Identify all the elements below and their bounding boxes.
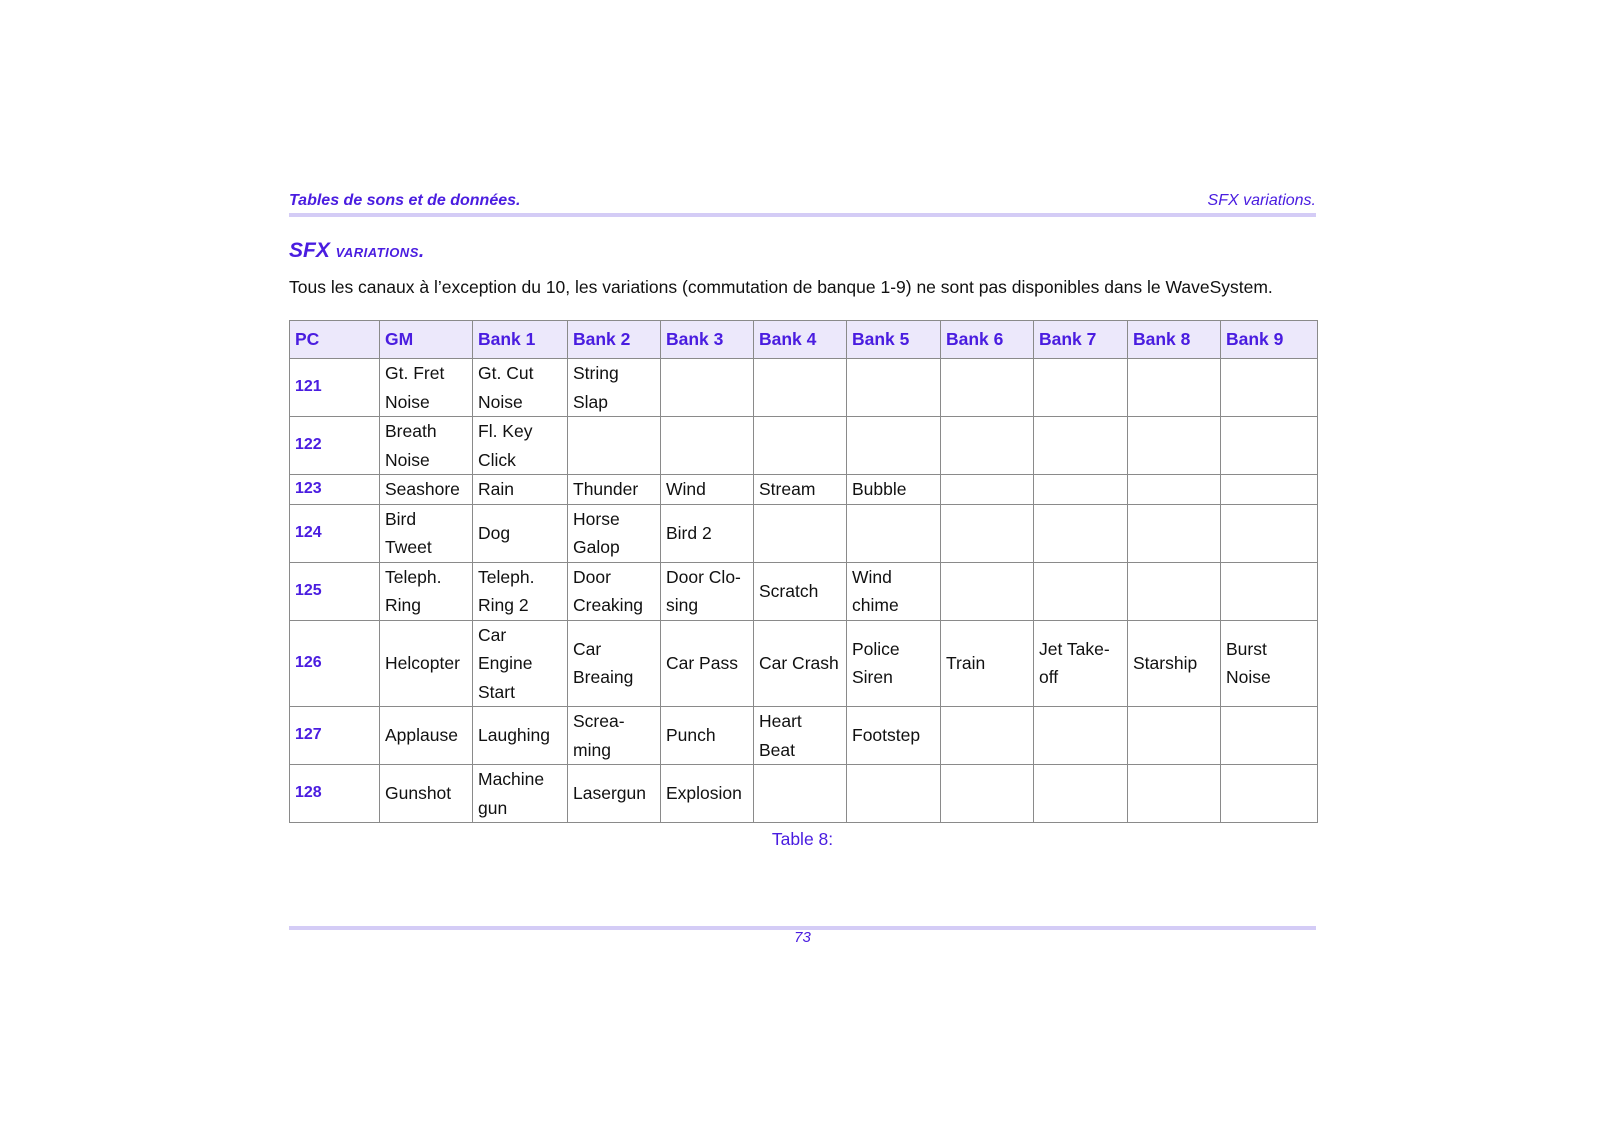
sound-cell [1034,417,1128,475]
column-header: Bank 8 [1128,321,1221,359]
sound-cell [941,359,1034,417]
sound-cell [754,417,847,475]
sound-cell [1128,504,1221,562]
sound-cell [847,417,941,475]
table-body [290,359,1318,823]
table-header-row [290,321,1318,359]
sound-cell: Laughing [473,707,568,765]
column-header: GM [380,321,473,359]
program-change-cell: 121 [290,359,380,417]
program-change-cell: 125 [290,562,380,620]
sound-cell: Lasergun [568,765,661,823]
sound-cell [1128,359,1221,417]
sound-cell [1034,765,1128,823]
sound-cell: Car Breaing [568,620,661,707]
sound-cell: Gunshot [380,765,473,823]
sound-cell [941,504,1034,562]
section-title-lead: SFX [289,239,330,262]
program-change-cell: 122 [290,417,380,475]
sound-cell [1034,562,1128,620]
sound-cell: Wind [661,475,754,505]
column-header: Bank 4 [754,321,847,359]
column-header: Bank 9 [1221,321,1318,359]
sound-cell: Thunder [568,475,661,505]
sound-cell [1128,707,1221,765]
sound-cell: Punch [661,707,754,765]
sound-cell [1128,417,1221,475]
page-number: 73 [794,929,811,946]
sound-cell: Fl. Key Click [473,417,568,475]
column-header: PC [290,321,380,359]
sound-cell: Jet Take-off [1034,620,1128,707]
sound-cell: Bubble [847,475,941,505]
sound-cell [661,359,754,417]
sound-cell: Starship [1128,620,1221,707]
section-title-rest: variations. [329,241,425,262]
sound-cell [1034,707,1128,765]
sound-cell [1221,562,1318,620]
sound-cell [754,504,847,562]
sound-cell: Breath Noise [380,417,473,475]
sound-cell: Door Creaking [568,562,661,620]
sound-cell [941,475,1034,505]
program-change-cell: 127 [290,707,380,765]
sound-cell: Machine gun [473,765,568,823]
sound-cell: Bird Tweet [380,504,473,562]
sound-cell: Rain [473,475,568,505]
table-row [290,562,1318,620]
sound-cell [754,359,847,417]
sound-cell [1221,765,1318,823]
sound-cell: Wind chime [847,562,941,620]
program-change-cell: 126 [290,620,380,707]
header-section-title: SFX variations. [1207,192,1316,209]
sound-cell: Gt. Cut Noise [473,359,568,417]
column-header: Bank 2 [568,321,661,359]
sound-cell [941,765,1034,823]
document-page [289,186,1316,853]
sound-cell [1128,765,1221,823]
sound-cell: Car Pass [661,620,754,707]
column-header: Bank 3 [661,321,754,359]
sound-cell [1128,562,1221,620]
sound-cell [1128,475,1221,505]
sound-cell: Applause [380,707,473,765]
sound-cell [847,504,941,562]
sfx-variations-table [289,320,1318,823]
sound-cell: Stream [754,475,847,505]
sound-cell: Car Engine Start [473,620,568,707]
sound-cell: Horse Galop [568,504,661,562]
sound-cell: Train [941,620,1034,707]
sound-cell: Teleph. Ring [380,562,473,620]
sound-cell: Screa-ming [568,707,661,765]
sound-cell: Police Siren [847,620,941,707]
program-change-cell: 128 [290,765,380,823]
table-caption: Table 8: [771,829,834,849]
program-change-cell: 123 [290,475,380,505]
sound-cell [941,562,1034,620]
table-row [290,475,1318,505]
sound-cell [1221,707,1318,765]
table-row [290,707,1318,765]
sound-cell: Footstep [847,707,941,765]
header-rule [289,213,1316,217]
sound-cell: Seashore [380,475,473,505]
sound-cell: Heart Beat [754,707,847,765]
header-chapter-title: Tables de sons et de données. [289,192,521,209]
sound-cell [754,765,847,823]
sound-cell [1034,475,1128,505]
sound-cell [941,417,1034,475]
column-header: Bank 5 [847,321,941,359]
intro-paragraph: Tous les canaux à l’exception du 10, les variations (commutation de banque 1-9) ne sont pas disponibles dans le WaveSystem. [289,277,1273,297]
sound-cell: Dog [473,504,568,562]
sound-cell [1221,359,1318,417]
table-row [290,620,1318,707]
table-row [290,417,1318,475]
column-header: Bank 1 [473,321,568,359]
table-row [290,504,1318,562]
sound-cell [1034,359,1128,417]
sound-cell [1221,504,1318,562]
sound-cell [568,417,661,475]
table-row [290,359,1318,417]
sound-cell [941,707,1034,765]
column-header: Bank 6 [941,321,1034,359]
sound-cell: Helcopter [380,620,473,707]
sound-cell [847,359,941,417]
running-header [289,186,1316,210]
sound-cell: Burst Noise [1221,620,1318,707]
column-header: Bank 7 [1034,321,1128,359]
sound-cell: Bird 2 [661,504,754,562]
sound-cell: Door Clo-sing [661,562,754,620]
sound-cell: Teleph. Ring 2 [473,562,568,620]
sound-cell: Explosion [661,765,754,823]
program-change-cell: 124 [290,504,380,562]
sound-cell [1221,475,1318,505]
sound-cell: Car Crash [754,620,847,707]
sound-cell [1221,417,1318,475]
sound-cell: String Slap [568,359,661,417]
sound-cell [847,765,941,823]
sound-cell [661,417,754,475]
sound-cell: Gt. Fret Noise [380,359,473,417]
sound-cell [1034,504,1128,562]
table-row [290,765,1318,823]
section-title [289,239,1316,267]
sound-cell: Scratch [754,562,847,620]
